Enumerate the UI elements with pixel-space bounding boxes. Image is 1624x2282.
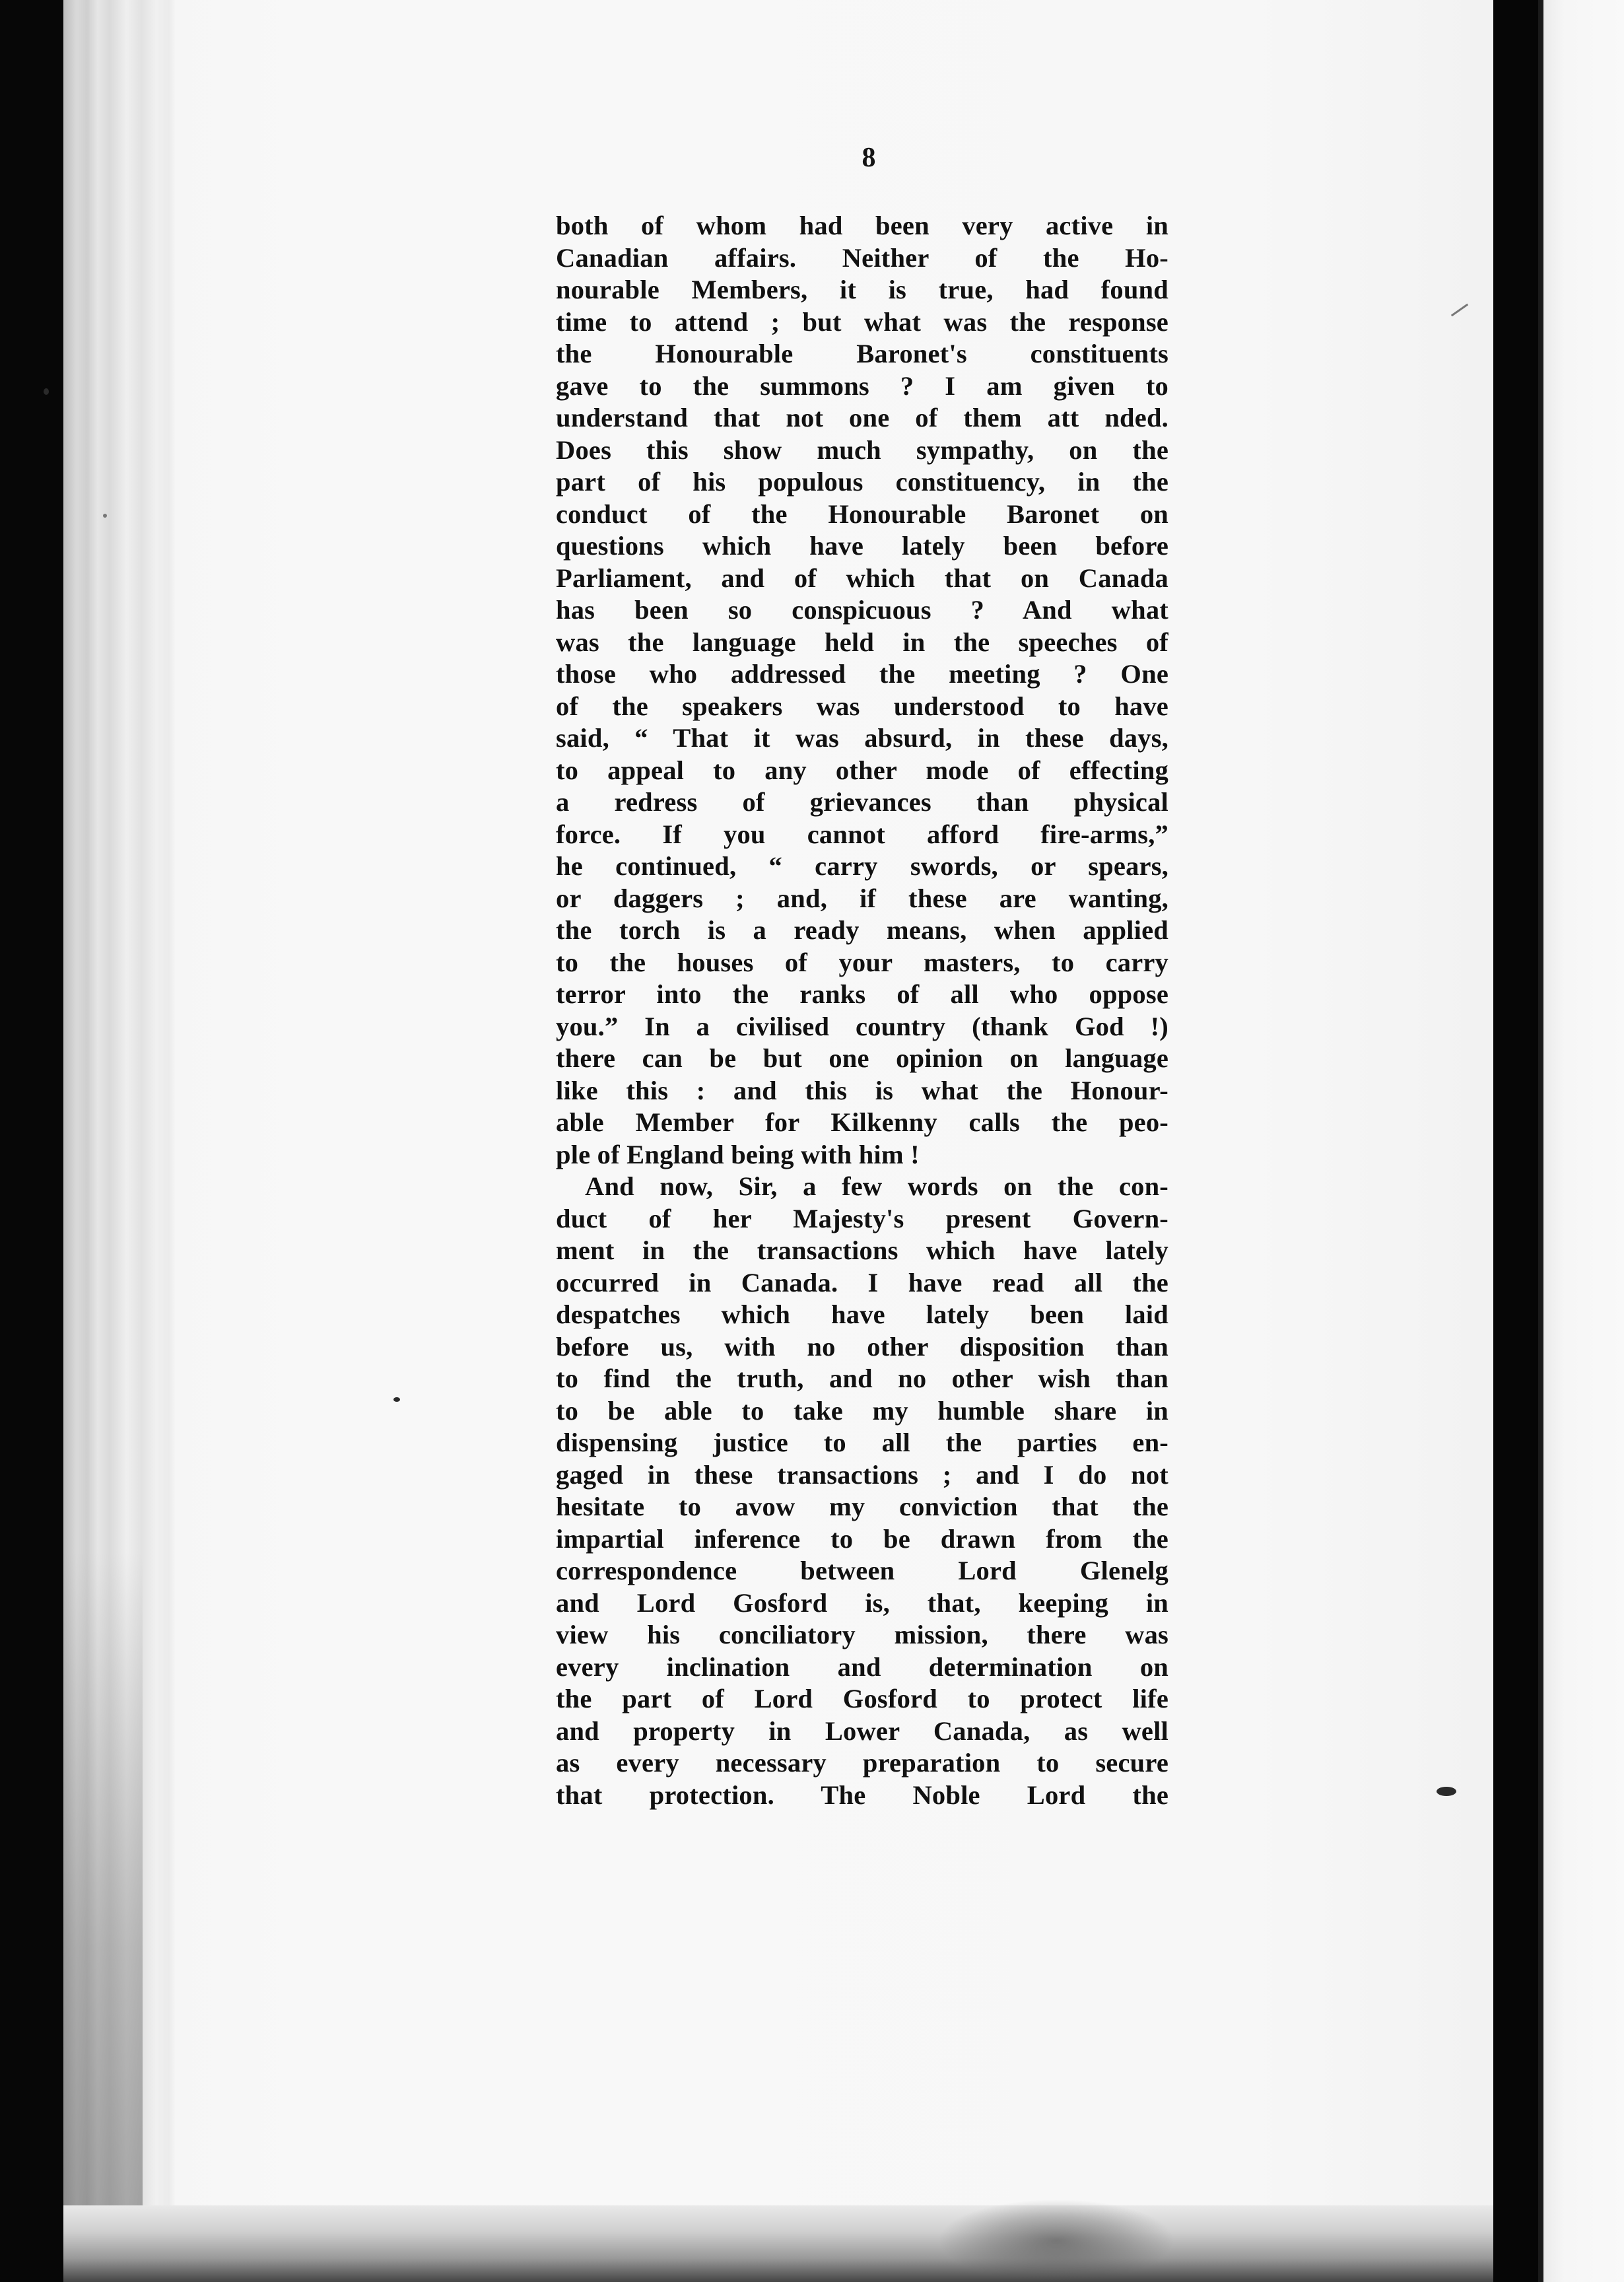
text-line: has been so conspicuous ? And what — [556, 595, 1168, 625]
text-line: despatches which have lately been laid — [556, 1299, 1168, 1329]
left-scan-border — [0, 0, 63, 2282]
text-line: or daggers ; and, if these are wanting, — [556, 883, 1168, 913]
text-line: occurred in Canada. I have read all the — [556, 1267, 1168, 1297]
bottom-page-edge — [63, 2205, 1493, 2282]
text-line: said, “ That it was absurd, in these days, — [556, 723, 1168, 753]
text-line: ple of England being with him ! — [556, 1139, 920, 1169]
text-line: before us, with no other disposition than — [556, 1331, 1168, 1362]
text-line: terror into the ranks of all who oppose — [556, 979, 1168, 1009]
text-line: gave to the summons ? I am given to — [556, 370, 1168, 401]
text-line: Canadian affairs. Neither of the Ho- — [556, 242, 1168, 273]
text-line: as every necessary preparation to secure — [556, 1748, 1168, 1778]
text-line: gaged in these transactions ; and I do not — [556, 1459, 1168, 1490]
library-stamp-smudge — [937, 2199, 1175, 2282]
text-line: view his conciliatory mission, there was — [556, 1620, 1168, 1649]
ink-speck — [393, 1397, 400, 1402]
text-line: And now, Sir, a few words on the con- — [585, 1171, 1168, 1201]
binding-shadow — [63, 1552, 143, 2212]
text-line: both of whom had been very active in — [556, 211, 1168, 240]
text-line: there can be but one opinion on language — [556, 1043, 1168, 1073]
text-line: the part of Lord Gosford to protect life — [556, 1684, 1168, 1713]
text-line: able Member for Kilkenny calls the peo- — [556, 1107, 1168, 1137]
facing-page-edge — [1538, 0, 1624, 2282]
text-line: time to attend ; but what was the response — [556, 306, 1168, 337]
text-line: understand that not one of them att nded. — [556, 403, 1168, 432]
text-line: force. If you cannot afford fire-arms,” — [556, 819, 1168, 849]
text-line: correspondence between Lord Glenelg — [556, 1556, 1168, 1585]
text-line: to find the truth, and no other wish than — [556, 1364, 1168, 1393]
text-line: the Honourable Baronet's constituents — [556, 339, 1168, 368]
text-line: that protection. The Noble Lord the — [556, 1780, 1168, 1810]
ink-speck — [44, 388, 49, 395]
text-line: and property in Lower Canada, as well — [556, 1715, 1168, 1746]
facing-page-border-line — [1538, 0, 1543, 2282]
text-line: impartial inference to be drawn from the — [556, 1523, 1168, 1554]
text-line: hesitate to avow my conviction that the — [556, 1492, 1168, 1521]
text-line: you.” In a civilised country (thank God !) — [556, 1011, 1168, 1041]
ink-speck — [103, 514, 107, 518]
body-text-column — [556, 210, 1168, 1811]
text-line: and Lord Gosford is, that, keeping in — [556, 1587, 1168, 1618]
right-scan-border — [1493, 0, 1538, 2282]
text-line: to be able to take my humble share in — [556, 1395, 1168, 1426]
text-line: of the speakers was understood to have — [556, 691, 1168, 721]
text-line: to the houses of your masters, to carry — [556, 947, 1168, 977]
text-line: was the language held in the speeches of — [556, 627, 1168, 657]
text-line: the torch is a ready means, when applied — [556, 915, 1168, 945]
text-line: dispensing justice to all the parties en- — [556, 1428, 1168, 1457]
page-number: 8 — [862, 143, 876, 173]
text-line: to appeal to any other mode of effecting — [556, 755, 1168, 785]
text-line: part of his populous constituency, in the — [556, 467, 1168, 497]
text-line: Parliament, and of which that on Canada — [556, 563, 1168, 593]
text-line: nourable Members, it is true, had found — [556, 275, 1168, 304]
text-line: every inclination and determination on — [556, 1651, 1168, 1682]
text-line: like this : and this is what the Honour- — [556, 1075, 1168, 1105]
text-line: Does this show much sympathy, on the — [556, 434, 1168, 465]
ink-speck — [1437, 1787, 1456, 1796]
text-line: ment in the transactions which have lately — [556, 1235, 1168, 1265]
text-line: duct of her Majesty's present Govern- — [556, 1203, 1168, 1233]
text-line: a redress of grievances than physical — [556, 787, 1168, 817]
text-line: he continued, “ carry swords, or spears, — [556, 851, 1168, 881]
text-line: conduct of the Honourable Baronet on — [556, 499, 1168, 529]
text-line: those who addressed the meeting ? One — [556, 659, 1168, 689]
text-line: questions which have lately been before — [556, 531, 1168, 561]
